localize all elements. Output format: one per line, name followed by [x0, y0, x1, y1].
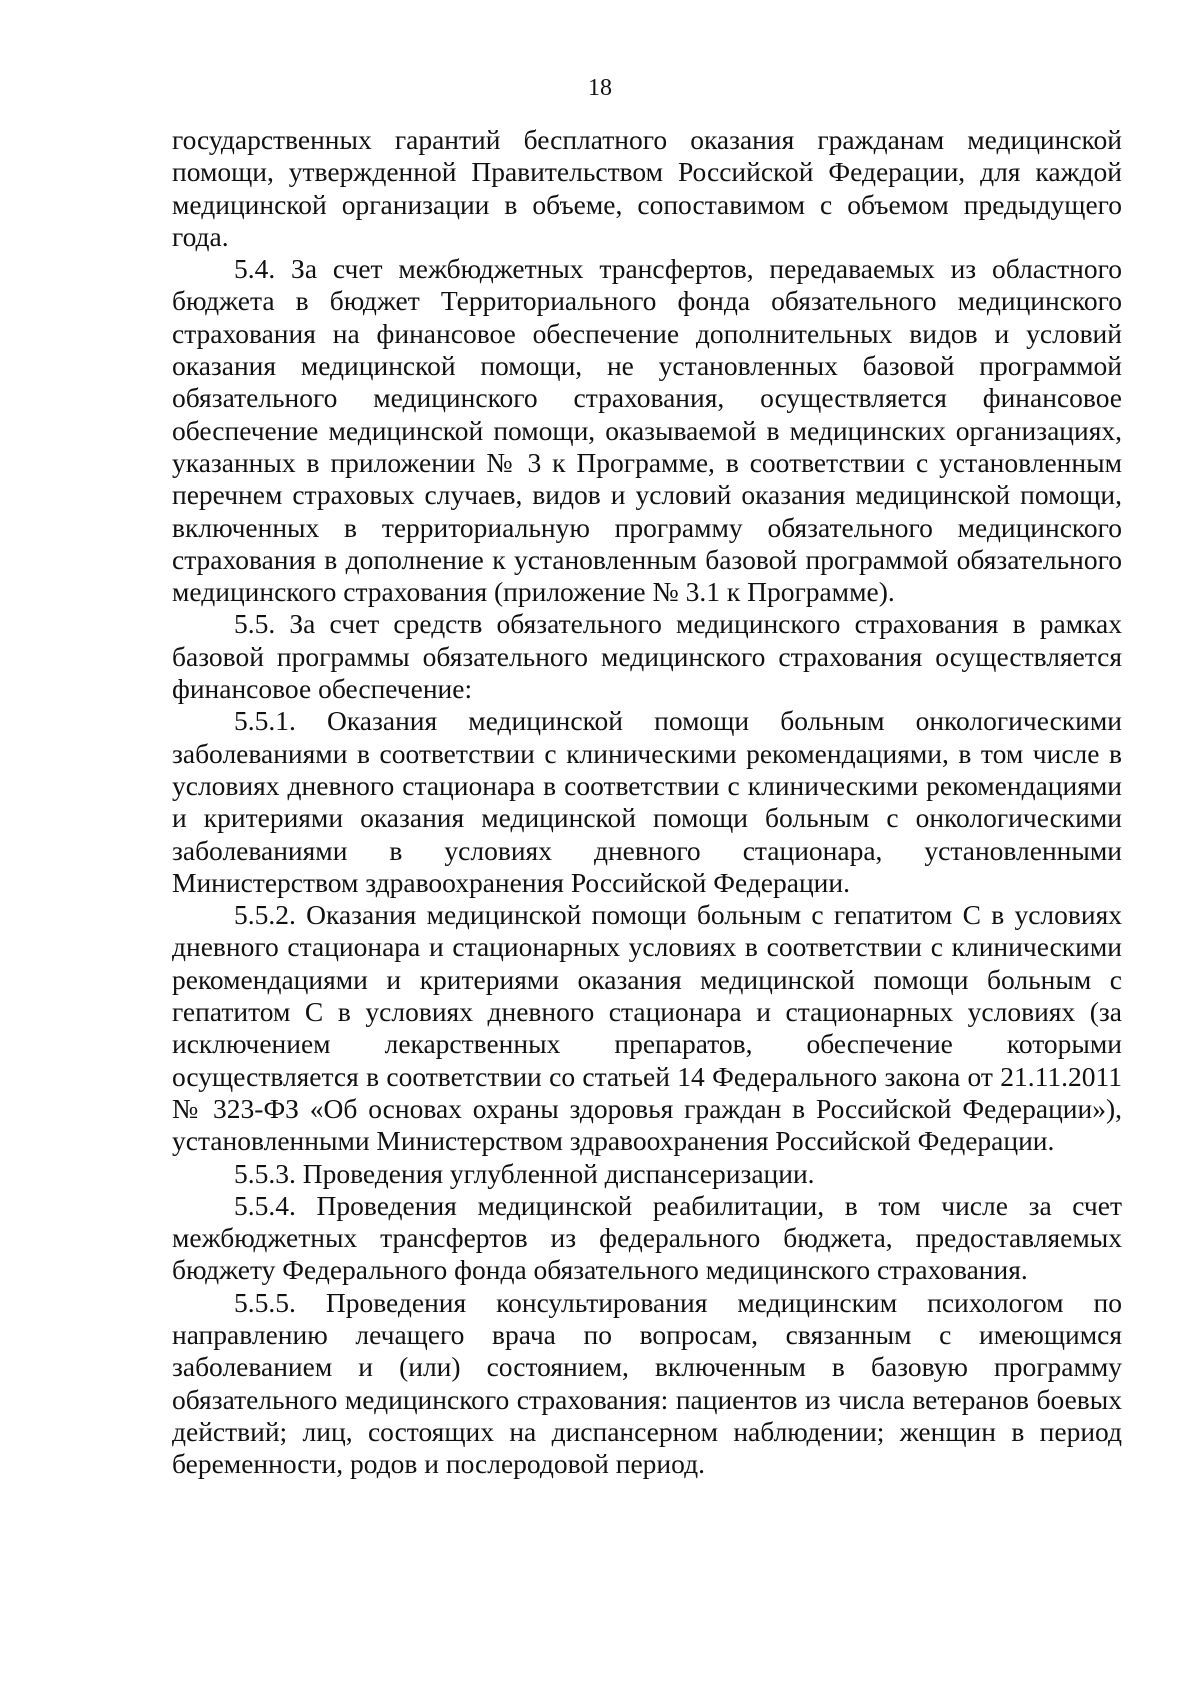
paragraph-5-5-5: 5.5.5. Проведения консультирования медицинским психологом по направлению лечащего врача по вопросам, связанным с имеющимся заболеванием и (или) состоянием, включенным в базовую программу обязательного медицинского страхования: пациентов из числа ветеранов боевых действий; лиц, состоящих на диспансерном наблюдении; женщин в период беременности, родов и послеродовой период. — [172, 1286, 1122, 1480]
paragraph-5-4: 5.4. За счет межбюджетных трансфертов, передаваемых из областного бюджета в бюджет Территориального фонда обязательного медицинского страхования на финансовое обеспечение дополнительных видов и условий оказания медицинской помощи, не установленных базовой программой обязательного медицинского страхования, осуществляется финансовое обеспечение медицинской помощи, оказываемой в медицинских организациях, указанных в приложении № 3 к Программе, в соответствии с установленным перечнем страховых случаев, видов и условий оказания медицинской помощи, включенных в территориальную программу обязательного медицинского страхования в дополнение к установленным базовой программой обязательного медицинского страхования (приложение № 3.1 к Программе). — [172, 253, 1122, 608]
paragraph-5-5-2: 5.5.2. Оказания медицинской помощи больным с гепатитом С в условиях дневного стационара и стационарных условиях в соответствии с клиническими рекомендациями и критериями оказания медицинской помощи больным с гепатитом С в условиях дневного стационара и стационарных условиях (за исключением лекарственных препаратов, обеспечение которыми осуществляется в соответствии со статьей 14 Федерального закона от 21.11.2011 № 323-ФЗ «Об основах охраны здоровья граждан в Российской Федерации»), установленными Министерством здравоохранения Российской Федерации. — [172, 899, 1122, 1157]
paragraph-5-5: 5.5. За счет средств обязательного медицинского страхования в рамках базовой программы обязательного медицинского страхования осуществляется финансовое обеспечение: — [172, 608, 1122, 705]
document-body — [172, 124, 1122, 1480]
paragraph-5-5-3: 5.5.3. Проведения углубленной диспансеризации. — [234, 1157, 815, 1189]
paragraph-continuation: государственных гарантий бесплатного оказания гражданам медицинской помощи, утвержденной Правительством Российской Федерации, для каждой медицинской организации в объеме, сопоставимом с объемом предыдущего года. — [172, 124, 1122, 252]
paragraph-5-5-1: 5.5.1. Оказания медицинской помощи больным онкологическими заболеваниями в соответствии с клиническими рекомендациями, в том числе в условиях дневного стационара в соответствии с клиническими рекомендациями и критериями оказания медицинской помощи больным с онкологическими заболеваниями в условиях дневного стационара, установленными Министерством здравоохранения Российской Федерации. — [172, 705, 1122, 898]
paragraph-5-5-4: 5.5.4. Проведения медицинской реабилитации, в том числе за счет межбюджетных трансфертов из федерального бюджета, предоставляемых бюджету Федерального фонда обязательного медицинского страхования. — [172, 1189, 1122, 1286]
page-number: 18 — [588, 75, 612, 101]
